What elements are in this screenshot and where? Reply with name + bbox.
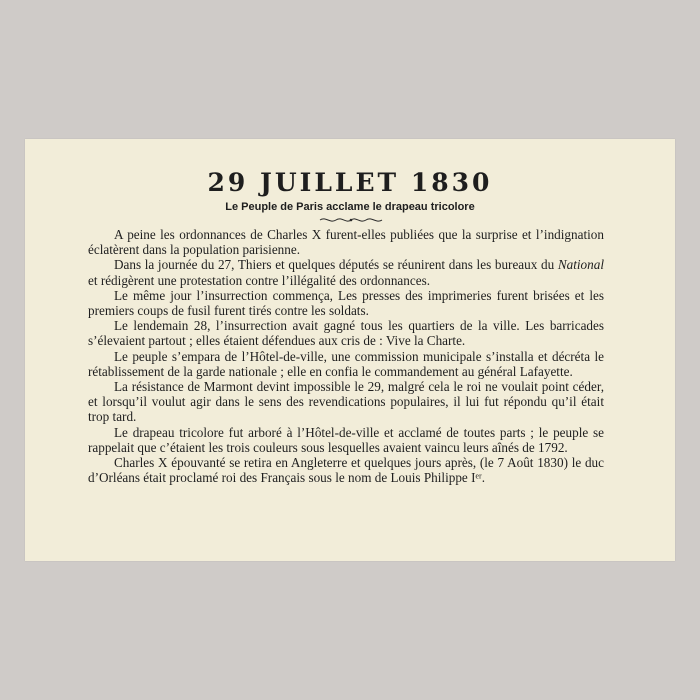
paragraph-2: Dans la journée du 27, Thiers et quelques députés se réunirent dans les bureaux du National et rédigèrent une protestation contre l’illégalité des ordonnances. — [88, 257, 604, 288]
newspaper-name: National — [557, 257, 604, 273]
history-card — [25, 139, 675, 561]
paragraph-6: La résistance de Marmont devint impossible le 29, malgré cela le roi ne voulait point céder, et lorsqu’il voulut agir dans le sens des revendications populaires, il lui fut répondu qu’il était trop tard. — [88, 379, 604, 425]
card-title: 29 JUILLET 1830 — [207, 168, 493, 197]
card-body — [88, 227, 604, 485]
paragraph-7: Le drapeau tricolore fut arboré à l’Hôtel-de-ville et acclamé de toutes parts ; le peuple se rappelait que c’étaient les trois couleurs sous lesquelles avaient vaincu leurs aînés de 1792. — [88, 424, 604, 455]
paragraph-3: Le même jour l’insurrection commença, Les presses des imprimeries furent brisées et les premiers coups de fusil furent tirés contre les soldats. — [88, 287, 604, 319]
card-subtitle: Le Peuple de Paris acclame le drapeau tricolore — [225, 201, 475, 213]
paragraph-8: Charles X épouvanté se retira en Angleterre et quelques jours après, (le 7 Août 1830) le duc d’Orléans était proclamé roi des Français sous le nom de Louis Philippe Iᵉʳ. — [88, 455, 604, 486]
paragraph-1: A peine les ordonnances de Charles X furent-elles publiées que la surprise et l’indignation éclatèrent dans la population parisienne. — [88, 227, 604, 258]
ornament-divider — [318, 216, 384, 224]
paragraph-5: Le peuple s’empara de l’Hôtel-de-ville, une commission municipale s’installa et décréta le rétablissement de la garde nationale ; elle en confia le commandement au général Lafayette. — [88, 348, 604, 379]
paragraph-4: Le lendemain 28, l’insurrection avait gagné tous les quartiers de la ville. Les barricades s’élevaient partout ; elles étaient défendues aux cris de : Vive la Charte. — [88, 318, 604, 349]
